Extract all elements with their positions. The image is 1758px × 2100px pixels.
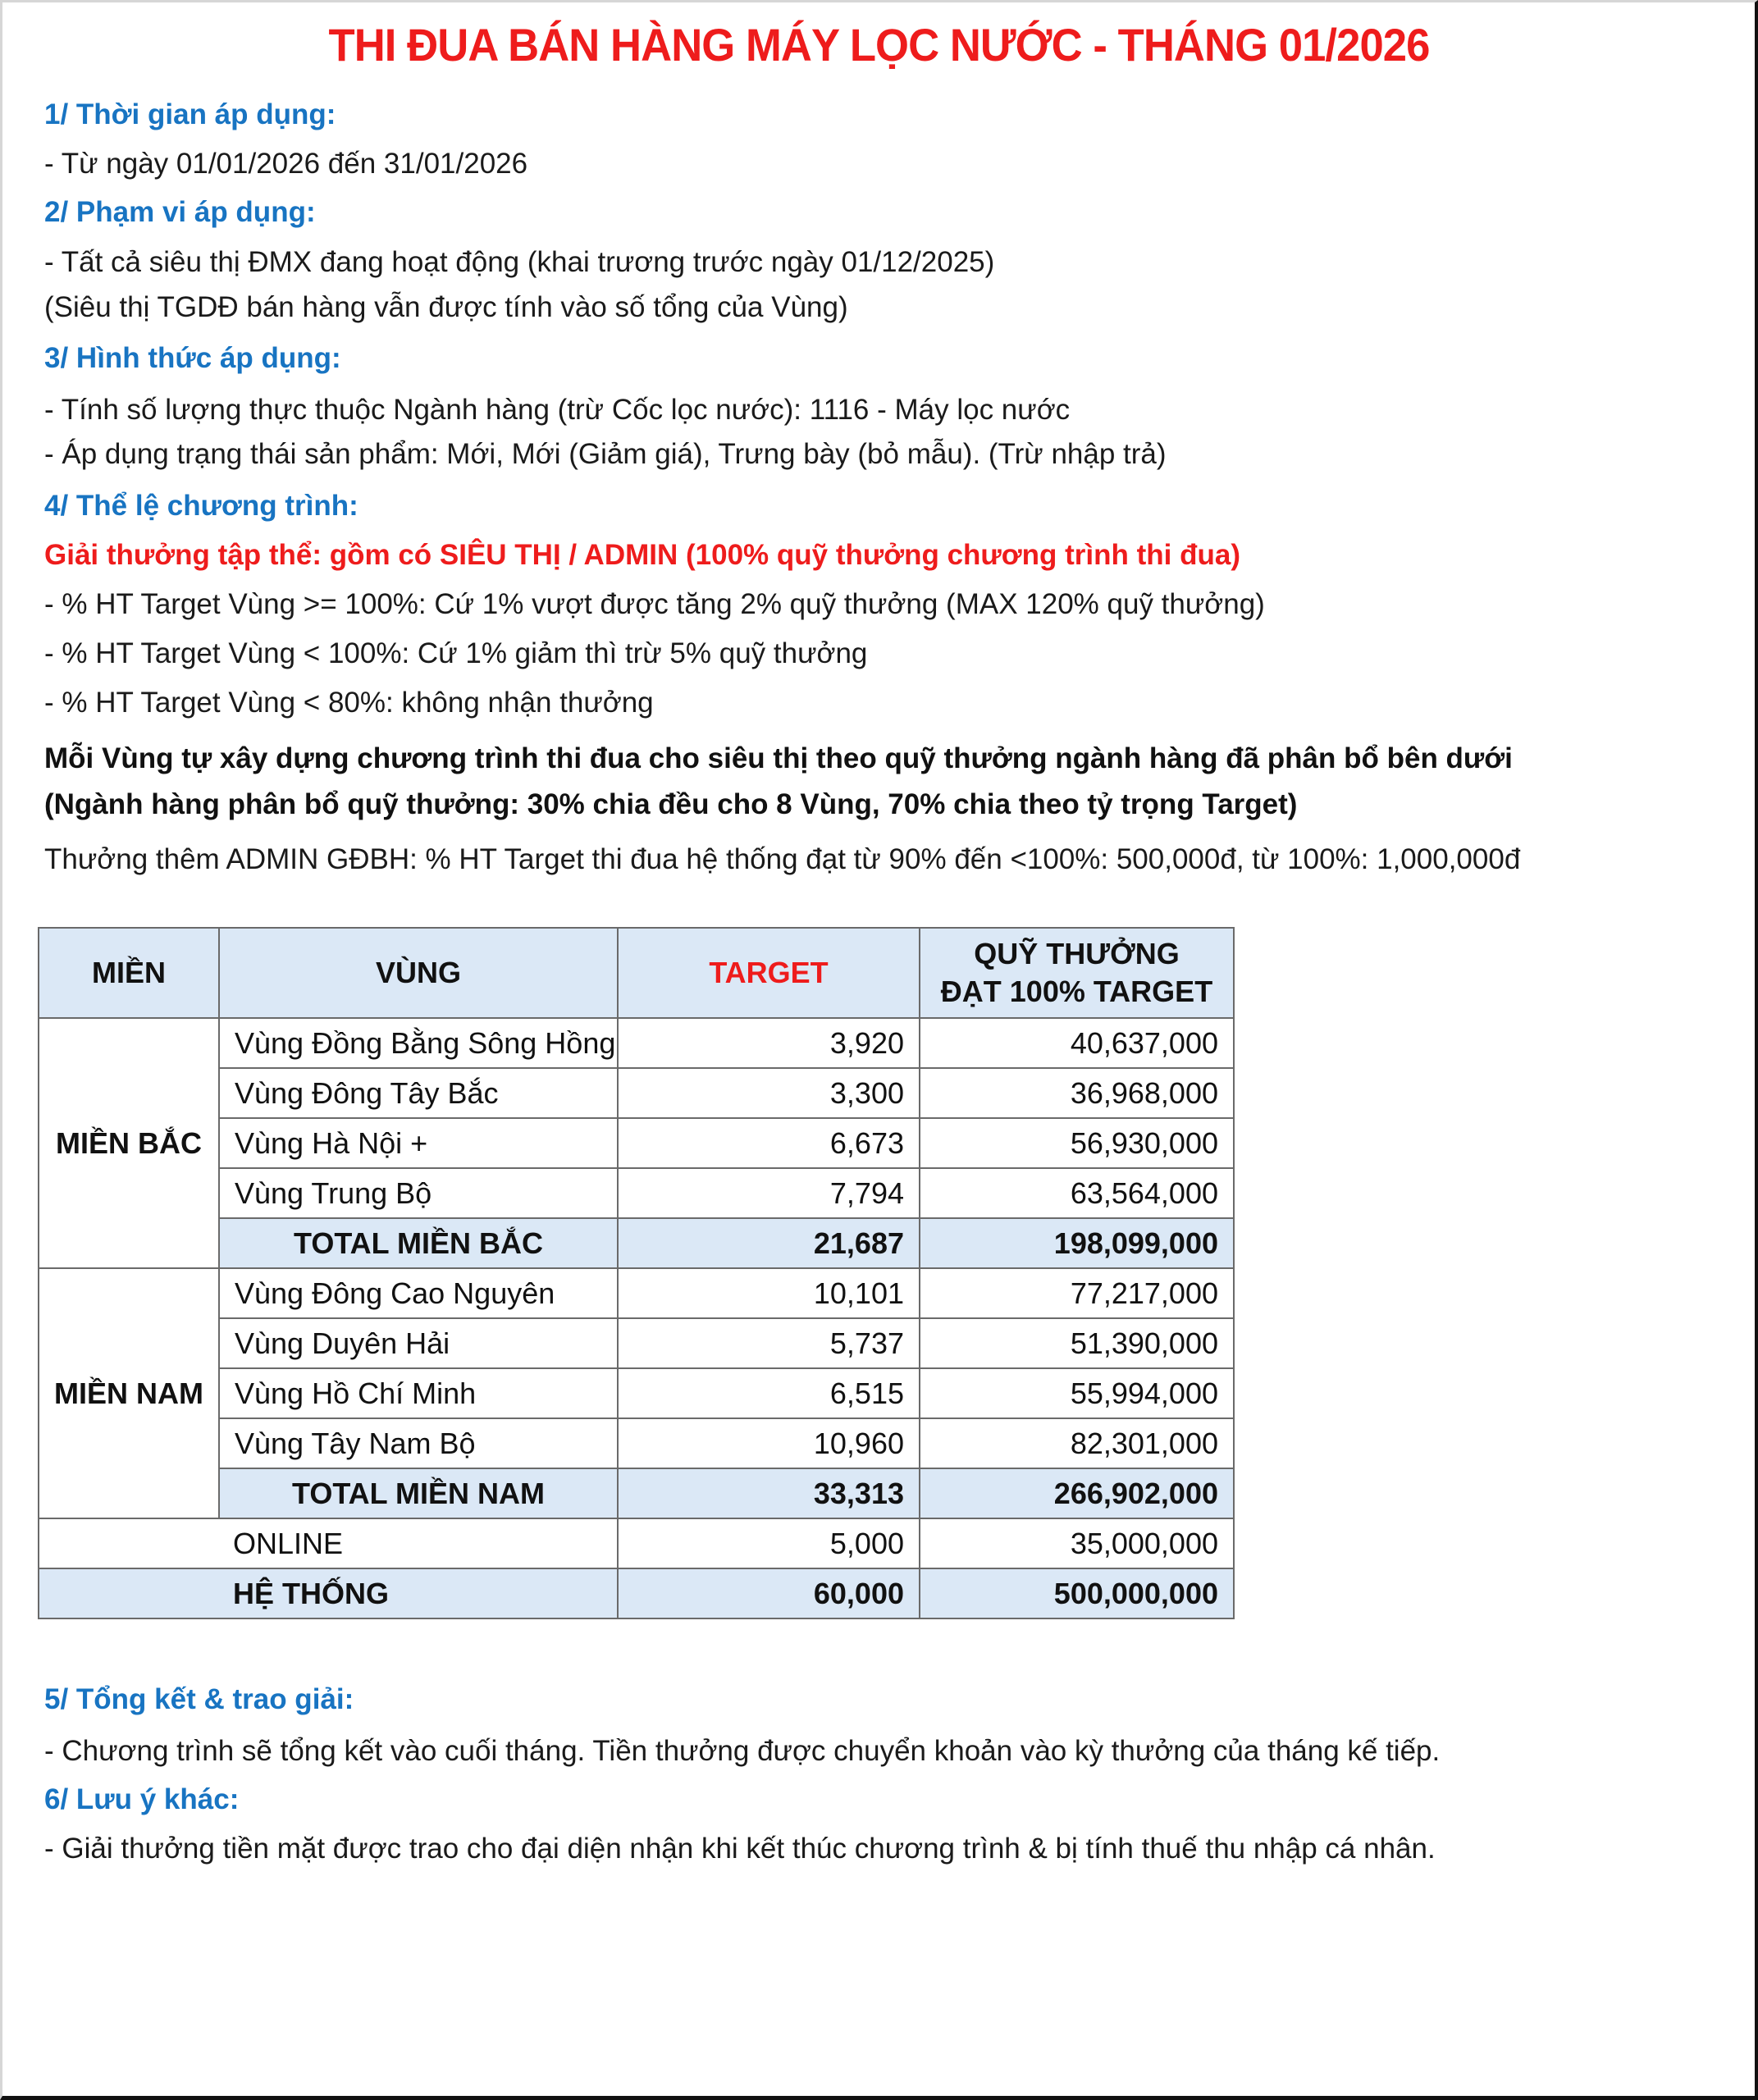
section-3-line-2: - Áp dụng trạng thái sản phẩm: Mới, Mới (Giảm giá), Trưng bày (bỏ mẫu). (Trừ nhập trả) <box>44 438 1167 470</box>
section-4-rule-2: - % HT Target Vùng < 100%: Cứ 1% giảm thì trừ 5% quỹ thưởng <box>44 637 868 669</box>
section-4-award: Giải thưởng tập thể: gồm có SIÊU THỊ / ADMIN (100% quỹ thưởng chương trình thi đua) <box>44 539 1240 571</box>
section-5-line: - Chương trình sẽ tổng kết vào cuối tháng. Tiền thưởng được chuyển khoản vào kỳ thưởng của tháng kế tiếp. <box>44 1735 1441 1767</box>
total-quy: 266,902,000 <box>920 1468 1234 1518</box>
he-thong-target: 60,000 <box>618 1568 920 1618</box>
online-target: 5,000 <box>618 1518 920 1568</box>
section-4-note-1: Mỗi Vùng tự xây dựng chương trình thi đua cho siêu thị theo quỹ thưởng ngành hàng đã phân bổ bên dưới <box>44 742 1513 774</box>
vung-name: Vùng Tây Nam Bộ <box>219 1418 618 1468</box>
target-value: 10,101 <box>618 1268 920 1318</box>
target-value: 7,794 <box>618 1168 920 1218</box>
page-title: THI ĐUA BÁN HÀNG MÁY LỌC NƯỚC - THÁNG 01/2026 <box>328 19 1430 71</box>
table-row <box>39 1018 1234 1068</box>
header-quy-line-2: ĐẠT 100% TARGET <box>940 975 1213 1008</box>
quy-value: 40,637,000 <box>920 1018 1234 1068</box>
quy-value: 55,994,000 <box>920 1368 1234 1418</box>
he-thong-row <box>39 1568 1234 1618</box>
online-quy: 35,000,000 <box>920 1518 1234 1568</box>
section-2-heading: 2/ Phạm vi áp dụng: <box>44 196 316 228</box>
quy-value: 77,217,000 <box>920 1268 1234 1318</box>
quy-value: 51,390,000 <box>920 1318 1234 1368</box>
vung-name: Vùng Đông Cao Nguyên <box>219 1268 618 1318</box>
section-6-heading: 6/ Lưu ý khác: <box>44 1783 240 1815</box>
section-4-heading: 4/ Thể lệ chương trình: <box>44 490 358 522</box>
quy-value: 56,930,000 <box>920 1118 1234 1168</box>
reward-quota-table <box>38 927 1235 1619</box>
section-3-line-1: - Tính số lượng thực thuộc Ngành hàng (trừ Cốc lọc nước): 1116 - Máy lọc nước <box>44 394 1071 426</box>
vung-name: Vùng Đông Tây Bắc <box>219 1068 618 1118</box>
total-target: 33,313 <box>618 1468 920 1518</box>
target-value: 5,737 <box>618 1318 920 1368</box>
target-value: 6,515 <box>618 1368 920 1418</box>
vung-name: Vùng Đồng Bằng Sông Hồng <box>219 1018 618 1068</box>
vung-name: Vùng Duyên Hải <box>219 1318 618 1368</box>
total-label: TOTAL MIỀN BẮC <box>219 1218 618 1268</box>
section-5-heading: 5/ Tổng kết & trao giải: <box>44 1683 354 1715</box>
target-value: 3,300 <box>618 1068 920 1118</box>
online-label: ONLINE <box>39 1518 618 1568</box>
vung-name: Vùng Hà Nội + <box>219 1118 618 1168</box>
section-2-line-2: (Siêu thị TGDĐ bán hàng vẫn được tính vào số tổng của Vùng) <box>44 291 848 323</box>
quy-value: 63,564,000 <box>920 1168 1234 1218</box>
vung-name: Vùng Trung Bộ <box>219 1168 618 1218</box>
table-header-row <box>39 928 1234 1018</box>
mien-nam-label: MIỀN NAM <box>39 1268 219 1518</box>
total-target: 21,687 <box>618 1218 920 1268</box>
header-quy-line-1: QUỸ THƯỞNG <box>974 937 1180 970</box>
section-2-line-1: - Tất cả siêu thị ĐMX đang hoạt động (khai trương trước ngày 01/12/2025) <box>44 246 995 278</box>
section-4-admin-bonus: Thưởng thêm ADMIN GĐBH: % HT Target thi đua hệ thống đạt từ 90% đến <100%: 500,000đ, từ 100%: 1,000,000đ <box>44 843 1521 875</box>
target-value: 3,920 <box>618 1018 920 1068</box>
section-1-line: - Từ ngày 01/01/2026 đến 31/01/2026 <box>44 148 528 180</box>
header-quy-thuong <box>920 928 1234 1018</box>
header-vung: VÙNG <box>219 928 618 1018</box>
section-4-note-2: (Ngành hàng phân bổ quỹ thưởng: 30% chia đều cho 8 Vùng, 70% chia theo tỷ trọng Target) <box>44 788 1298 820</box>
header-target: TARGET <box>618 928 920 1018</box>
table-row <box>39 1268 1234 1318</box>
section-1-heading: 1/ Thời gian áp dụng: <box>44 98 336 130</box>
section-6-line: - Giải thưởng tiền mặt được trao cho đại diện nhận khi kết thúc chương trình & bị tính thuế thu nhập cá nhân. <box>44 1833 1436 1865</box>
vung-name: Vùng Hồ Chí Minh <box>219 1368 618 1418</box>
total-quy: 198,099,000 <box>920 1218 1234 1268</box>
mien-bac-label: MIỀN BẮC <box>39 1018 219 1268</box>
section-3-heading: 3/ Hình thức áp dụng: <box>44 342 341 374</box>
he-thong-label: HỆ THỐNG <box>39 1568 618 1618</box>
he-thong-quy: 500,000,000 <box>920 1568 1234 1618</box>
total-label: TOTAL MIỀN NAM <box>219 1468 618 1518</box>
online-row <box>39 1518 1234 1568</box>
header-mien: MIỀN <box>39 928 219 1018</box>
target-value: 6,673 <box>618 1118 920 1168</box>
section-4-rule-1: - % HT Target Vùng >= 100%: Cứ 1% vượt được tăng 2% quỹ thưởng (MAX 120% quỹ thưởng) <box>44 588 1265 620</box>
quy-value: 82,301,000 <box>920 1418 1234 1468</box>
quy-value: 36,968,000 <box>920 1068 1234 1118</box>
section-4-rule-3: - % HT Target Vùng < 80%: không nhận thưởng <box>44 687 654 719</box>
target-value: 10,960 <box>618 1418 920 1468</box>
